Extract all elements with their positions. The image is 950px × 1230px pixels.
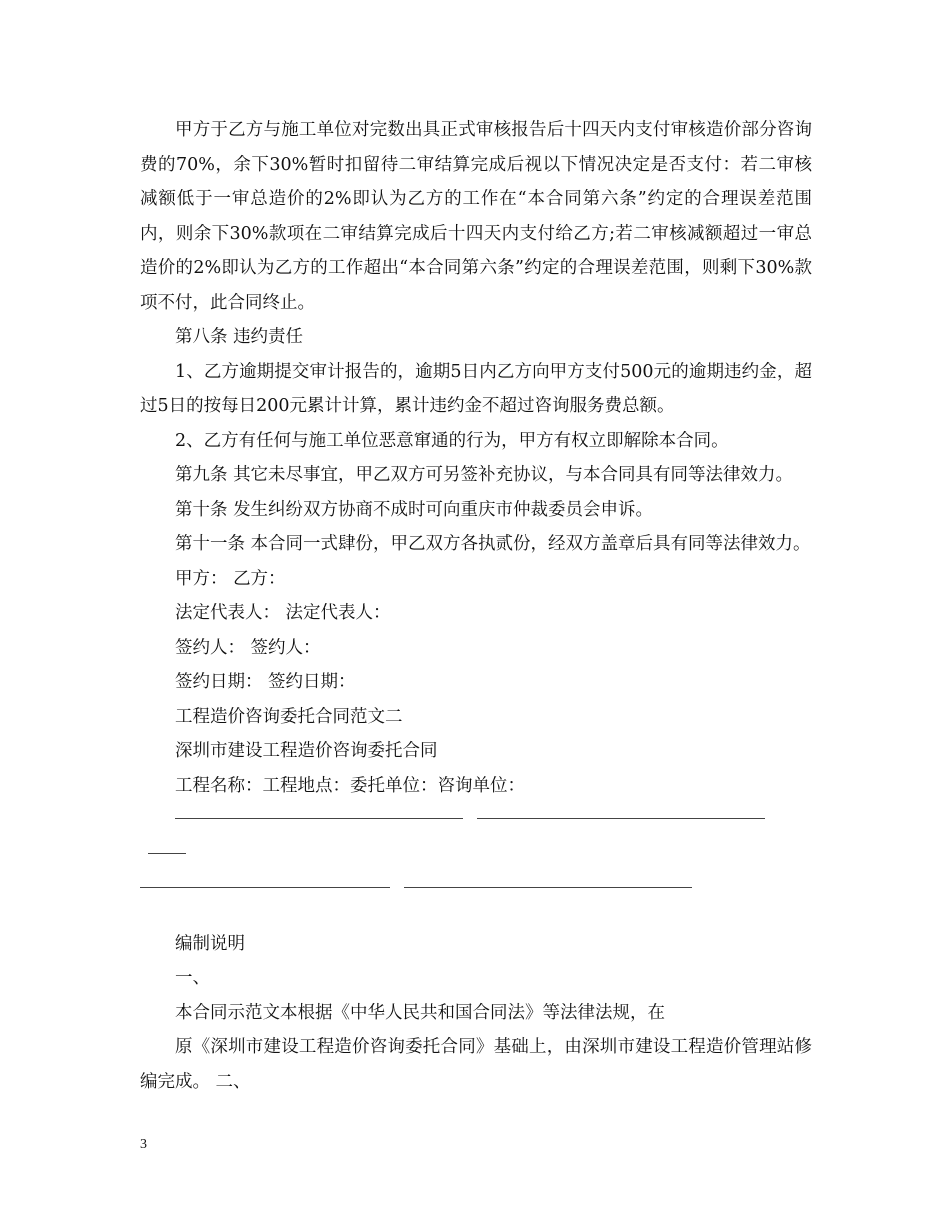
- blank-line: [404, 887, 692, 888]
- paragraph: 本合同示范文本根据《中华人民共和国合同法》等法律法规，在: [175, 1002, 665, 1023]
- blank-line: [477, 818, 765, 819]
- contract-title: 深圳市建设工程造价咨询委托合同: [175, 741, 438, 761]
- article-heading: 第八条 违约责任: [175, 327, 304, 347]
- signature-line-representative: 法定代表人： 法定代表人：: [175, 603, 391, 623]
- section-heading: 编制说明: [175, 933, 245, 954]
- blank-line: [148, 853, 186, 854]
- page-number: 3: [140, 1137, 147, 1152]
- document-body: [140, 113, 812, 1099]
- section-title: 工程造价咨询委托合同范文二: [175, 706, 403, 727]
- paragraph: 1、乙方逾期提交审计报告的，逾期5日内乙方向甲方支付500元的逾期违约金，超过5日的按每日200元累计计算，累计违约金不超过咨询服务费总额。: [140, 361, 812, 416]
- paragraph: 第九条 其它未尽事宜，甲乙双方可另签补充协议，与本合同具有同等法律效力。: [175, 465, 794, 485]
- paragraph: 甲方于乙方与施工单位对完数出具正式审核报告后十四天内支付审核造价部分咨询费的70%，余下30%暂时扣留待二审结算完成后视以下情况决定是否支付：若二审核减额低于一审总造价的2%即认为乙方的工作在“本合同第六条”约定的合理误差范围内，则余下30%款项在二审结算完成后十四天内支付给乙方;若二审核减额超过一审总造价的2%即认为乙方的工作超出“本合同第六条”约定的合理误差范围，则剩下30%款项不付，此合同终止。: [140, 120, 812, 313]
- blank-fill-lines: [140, 803, 812, 872]
- list-marker: 一、: [175, 968, 210, 988]
- signature-line-date: 签约日期： 签约日期：: [175, 672, 356, 692]
- blank-fill-lines: [140, 872, 812, 907]
- blank-line: [175, 818, 463, 819]
- paragraph: 第十条 发生纠纷双方协商不成时可向重庆市仲裁委员会申诉。: [175, 499, 654, 520]
- paragraph: 原《深圳市建设工程造价咨询委托合同》基础上，由深圳市建设工程造价管理站修编完成。 二、: [140, 1037, 812, 1092]
- paragraph: 2、乙方有任何与施工单位恶意窜通的行为，甲方有权立即解除本合同。: [175, 430, 729, 451]
- paragraph: 第十一条 本合同一式肆份，甲乙双方各执贰份，经双方盖章后具有同等法律效力。: [175, 534, 811, 554]
- blank-line: [140, 887, 390, 888]
- project-info-line: 工程名称：工程地点：委托单位：咨询单位：: [175, 775, 525, 796]
- signature-line-signer: 签约人： 签约人：: [175, 637, 321, 658]
- signature-line-party: 甲方： 乙方：: [175, 568, 286, 589]
